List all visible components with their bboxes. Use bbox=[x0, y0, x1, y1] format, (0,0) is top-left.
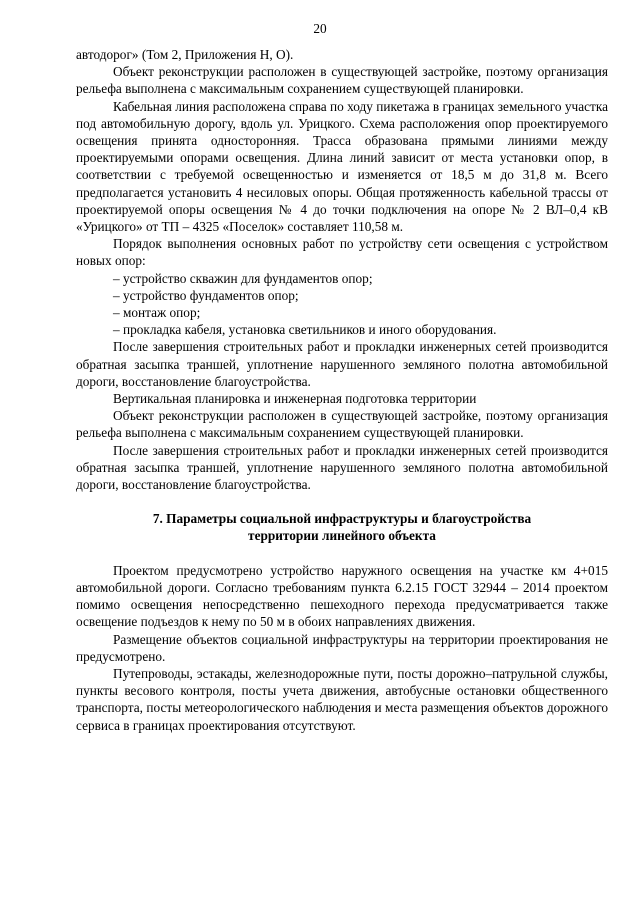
paragraph-relief: Объект реконструкции расположен в существующей застройке, поэтому организация рельефа выполнена с максимальным сохранением существующей планировки. bbox=[76, 64, 608, 97]
paragraph-backfill: После завершения строительных работ и прокладки инженерных сетей производится обратная засыпка траншей, уплотнение нарушенного земляного полотна автомобильной дороги, восстановление благоустройства. bbox=[76, 339, 608, 389]
work-steps-list bbox=[76, 270, 608, 339]
page-number: 20 bbox=[313, 21, 327, 36]
spacer bbox=[76, 493, 608, 510]
paragraph-relief-repeat: Объект реконструкции расположен в существующей застройке, поэтому организация рельефа выполнена с максимальным сохранением существующей планировки. bbox=[76, 408, 608, 441]
paragraph-social-infrastructure: Размещение объектов социальной инфраструктуры на территории проектирования не предусмотрено. bbox=[76, 631, 608, 664]
paragraph-continuation: автодорог» (Том 2, Приложения Н, О). bbox=[76, 47, 294, 62]
spacer bbox=[76, 545, 608, 562]
paragraph-subheading-vertical-planning: Вертикальная планировка и инженерная подготовка территории bbox=[113, 391, 477, 407]
section-heading-line2: территории линейного объекта bbox=[248, 528, 436, 544]
section-heading-line1: 7. Параметры социальной инфраструктуры и благоустройства bbox=[152, 511, 532, 527]
paragraph-road-facilities: Путепроводы, эстакады, железнодорожные пути, посты дорожно–патрульной службы, пункты весового контроля, посты учета движения, автобусные остановки общественного транспорта, посты метеорологического наблюдения и места размещения объектов дорожного сервиса в границах проектирования отсутствуют. bbox=[76, 665, 608, 733]
paragraph-work-order: Порядок выполнения основных работ по устройству сети освещения с устройством новых опор: bbox=[76, 236, 608, 269]
list-item: – прокладка кабеля, установка светильников и иного оборудования. bbox=[113, 322, 497, 338]
list-item: – устройство фундаментов опор; bbox=[113, 287, 299, 303]
paragraph-lighting: Проектом предусмотрено устройство наружного освещения на участке км 4+015 автомобильной дороги. Согласно требованиям пункта 6.2.15 ГОСТ 32944 – 2014 проектом помимо освещения непосредственно пешеходного перехода предусматривается также освещение подъездов к нему по 50 м в обоих направлениях движения. bbox=[76, 562, 608, 630]
paragraph-backfill-repeat: После завершения строительных работ и прокладки инженерных сетей производится обратная засыпка траншей, уплотнение нарушенного земляного полотна автомобильной дороги, восстановление благоустройства. bbox=[76, 442, 608, 493]
paragraph-cable-line: Кабельная линия расположена справа по ходу пикетажа в границах земельного участка под автомобильную дорогу, вдоль ул. Урицкого. Схема расположения опор проектируемого освещения принята односторонняя. Трасса образована прямыми линиями между проектируемыми опорами освещения. Длина линий зависит от места установки опор, в соответствии с требуемой освещенностью и изменяется от 18,5 м до 31,8 м. Всего предполагается установить 4 несиловых опоры. Общая протяженность кабельной трассы от проектируемой опоры освещения № 4 до точки подключения на опоре № 2 ВЛ–0,4 кВ «Урицкого» от ТП – 4325 «Поселок» составляет 110,58 м. bbox=[76, 98, 608, 235]
list-item: – устройство скважин для фундаментов опор; bbox=[113, 270, 373, 286]
list-item: – монтаж опор; bbox=[113, 305, 201, 321]
document-body bbox=[76, 46, 608, 734]
